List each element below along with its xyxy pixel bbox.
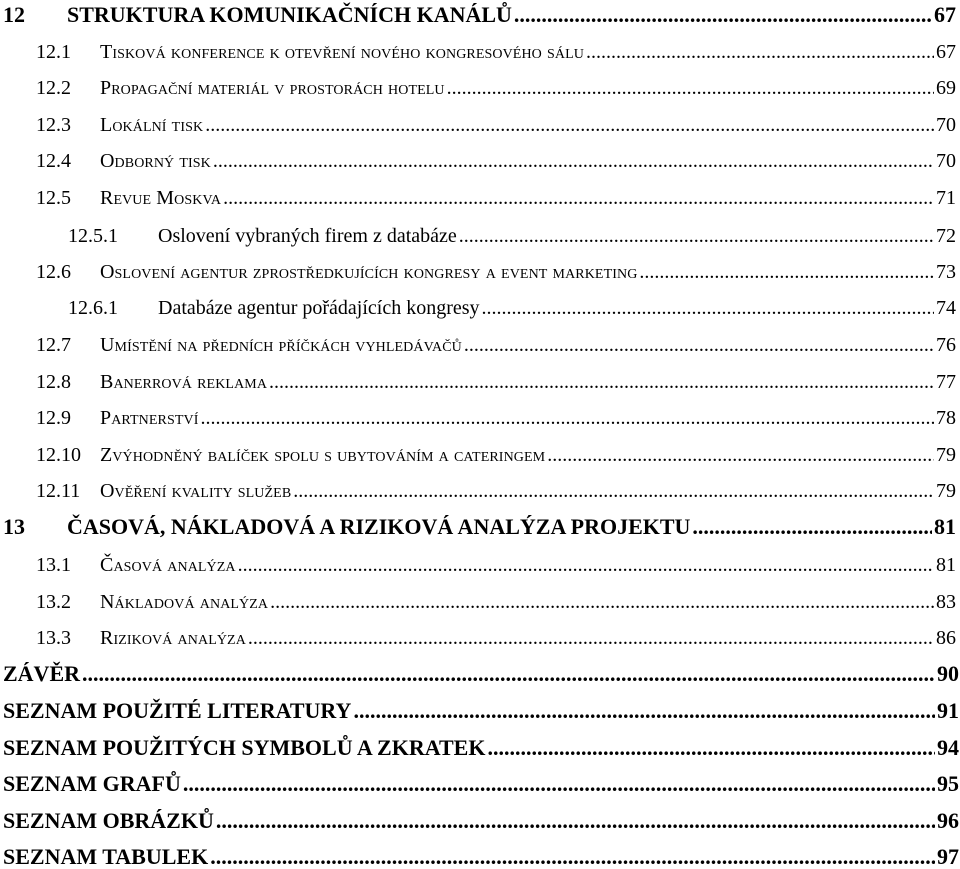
- toc-entry-page: 76: [936, 334, 956, 356]
- toc-entry-title: ZÁVĚR: [3, 661, 81, 686]
- toc-entry-12[interactable]: [0, 4, 956, 26]
- toc-leader-dots: [201, 408, 935, 428]
- toc-leader-dots: [639, 262, 934, 282]
- toc-entry-13-1[interactable]: [0, 555, 956, 575]
- toc-entry-page: 78: [936, 407, 956, 429]
- toc-entry-page: 69: [936, 77, 956, 99]
- toc-entry-title: Databáze agentur pořádajících kongresy: [158, 297, 480, 319]
- toc-entry-page: 79: [936, 480, 956, 502]
- toc-entry-number: 12.3: [36, 114, 71, 136]
- toc-entry-title: SEZNAM OBRÁZKŮ: [3, 808, 214, 833]
- toc-entry-title: Banerrová reklama: [100, 371, 268, 393]
- toc-entry-12-1[interactable]: [0, 42, 956, 62]
- toc-entry-12-6-1[interactable]: [0, 298, 956, 318]
- toc-entry-zaver[interactable]: [0, 663, 959, 685]
- toc-entry-page: 90: [937, 661, 959, 686]
- toc-entry-number: 12.4: [36, 150, 71, 172]
- toc-entry-12-8[interactable]: [0, 372, 956, 392]
- toc-entry-number: 12.2: [36, 77, 71, 99]
- toc-entry-page: 95: [937, 771, 959, 796]
- toc-entry-number: 13: [3, 514, 25, 539]
- toc-leader-dots: [464, 335, 934, 355]
- toc-leader-dots: [482, 298, 934, 318]
- toc-entry-page: 67: [934, 2, 956, 27]
- toc-entry-12-3[interactable]: [0, 115, 956, 135]
- toc-entry-12-2[interactable]: [0, 78, 956, 98]
- toc-leader-dots: [216, 810, 935, 832]
- toc-leader-dots: [459, 226, 934, 246]
- toc-entry-title: Partnerství: [100, 407, 199, 429]
- toc-entry-page: 97: [937, 844, 959, 869]
- toc-entry-page: 73: [936, 261, 956, 283]
- toc-entry-title: Oslovení agentur zprostředkujících kongresy a event marketing: [100, 261, 638, 283]
- toc-entry-13[interactable]: [0, 516, 956, 538]
- toc-entry-title: Lokální tisk: [100, 114, 204, 136]
- toc-entry-number: 13.2: [36, 591, 71, 613]
- toc-entry-12-5-1[interactable]: [0, 226, 956, 246]
- toc-entry-page: 96: [937, 808, 959, 833]
- toc-entry-13-3[interactable]: [0, 628, 956, 648]
- toc-entry-page: 81: [936, 554, 956, 576]
- toc-entry-title: STRUKTURA KOMUNIKAČNÍCH KANÁLŮ: [67, 2, 512, 27]
- toc-entry-number: 13.3: [36, 627, 71, 649]
- toc-entry-page: 77: [936, 371, 956, 393]
- toc-entry-seznam-obrazku[interactable]: [0, 810, 959, 832]
- toc-entry-title: Oslovení vybraných firem z databáze: [158, 225, 457, 247]
- toc-entry-page: 74: [936, 297, 956, 319]
- toc-entry-number: 12.5.1: [68, 225, 118, 247]
- toc-entry-13-2[interactable]: [0, 592, 956, 612]
- toc-entry-title: Odborný tisk: [100, 150, 211, 172]
- toc-entry-title: Riziková analýza: [100, 627, 246, 649]
- toc-leader-dots: [223, 188, 934, 208]
- toc-entry-seznam-grafu[interactable]: [0, 773, 959, 795]
- toc-leader-dots: [269, 372, 934, 392]
- toc-entry-number: 12.6.1: [68, 297, 118, 319]
- toc-leader-dots: [293, 481, 934, 501]
- toc-entry-12-9[interactable]: [0, 408, 956, 428]
- toc-entry-number: 12.7: [36, 334, 71, 356]
- toc-entry-number: 12.11: [36, 480, 81, 502]
- toc-entry-12-6[interactable]: [0, 262, 956, 282]
- toc-entry-12-7[interactable]: [0, 335, 956, 355]
- toc-entry-page: 81: [934, 514, 956, 539]
- toc-entry-page: 72: [936, 225, 956, 247]
- toc-entry-title: SEZNAM POUŽITÝCH SYMBOLŮ A ZKRATEK: [3, 735, 486, 760]
- toc-entry-seznam-symbolu[interactable]: [0, 737, 959, 759]
- toc-entry-title: Tisková konference k otevření nového kongresového sálu: [100, 41, 584, 63]
- toc-entry-number: 12: [3, 2, 25, 27]
- toc-entry-title: Nákladová analýza: [100, 591, 269, 613]
- toc-entry-12-11[interactable]: [0, 481, 956, 501]
- toc-entry-page: 70: [936, 114, 956, 136]
- toc-leader-dots: [514, 4, 932, 26]
- toc-leader-dots: [205, 115, 934, 135]
- toc-leader-dots: [547, 445, 934, 465]
- toc-entry-page: 83: [936, 591, 956, 613]
- toc-leader-dots: [586, 42, 934, 62]
- toc-leader-dots: [238, 555, 934, 575]
- toc-entry-title: SEZNAM POUŽITÉ LITERATURY: [3, 698, 352, 723]
- toc-entry-12-5[interactable]: [0, 188, 956, 208]
- toc-entry-number: 12.1: [36, 41, 71, 63]
- toc-leader-dots: [183, 773, 935, 795]
- toc-leader-dots: [692, 516, 932, 538]
- toc-entry-title: Umístění na předních příčkách vyhledávačů: [100, 334, 462, 356]
- toc-entry-number: 12.9: [36, 407, 71, 429]
- toc-leader-dots: [447, 78, 934, 98]
- toc-entry-page: 94: [937, 735, 959, 760]
- toc-entry-page: 71: [936, 187, 956, 209]
- toc-leader-dots: [248, 628, 934, 648]
- toc-entry-12-4[interactable]: [0, 151, 956, 171]
- toc-entry-number: 12.8: [36, 371, 71, 393]
- toc-entry-page: 70: [936, 150, 956, 172]
- toc-leader-dots: [82, 663, 935, 685]
- toc-entry-title: ČASOVÁ, NÁKLADOVÁ A RIZIKOVÁ ANALÝZA PROJEKTU: [67, 514, 691, 539]
- toc-entry-number: 13.1: [36, 554, 71, 576]
- toc-entry-seznam-tabulek[interactable]: [0, 846, 959, 868]
- toc-entry-title: Propagační materiál v prostorách hotelu: [100, 77, 445, 99]
- toc-leader-dots: [353, 700, 935, 722]
- toc-entry-title: SEZNAM GRAFŮ: [3, 771, 181, 796]
- toc-entry-title: Ověření kvality služeb: [100, 480, 292, 502]
- toc-entry-page: 91: [937, 698, 959, 723]
- toc-leader-dots: [210, 846, 935, 868]
- toc-entry-page: 86: [936, 627, 956, 649]
- toc-entry-number: 12.10: [36, 444, 81, 466]
- toc-entry-page: 67: [936, 41, 956, 63]
- toc-entry-title: Časová analýza: [100, 554, 236, 576]
- toc-entry-number: 12.5: [36, 187, 71, 209]
- toc-leader-dots: [487, 737, 935, 759]
- toc-entry-number: 12.6: [36, 261, 71, 283]
- toc-entry-title: SEZNAM TABULEK: [3, 844, 209, 869]
- toc-entry-title: Zvýhodněný balíček spolu s ubytováním a cateringem: [100, 444, 546, 466]
- toc-entry-title: Revue Moskva: [100, 187, 222, 209]
- toc-entry-seznam-literatury[interactable]: [0, 700, 959, 722]
- toc-entry-page: 79: [936, 444, 956, 466]
- toc-leader-dots: [270, 592, 934, 612]
- toc-leader-dots: [213, 151, 934, 171]
- toc-entry-12-10[interactable]: [0, 445, 956, 465]
